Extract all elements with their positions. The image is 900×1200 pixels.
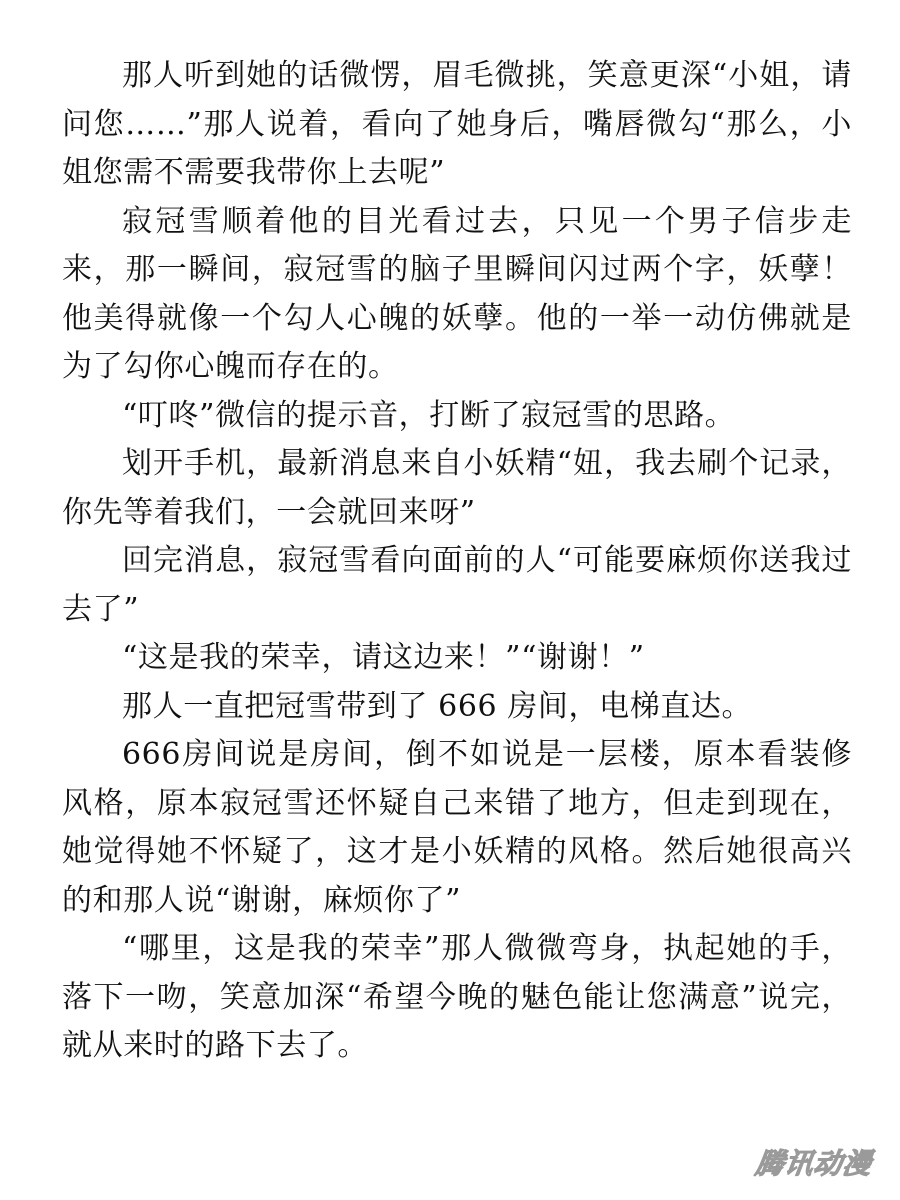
- story-text: [62, 52, 852, 1071]
- paragraph-2: 寂冠雪顺着他的目光看过去，只见一个男子信步走来，那一瞬间，寂冠雪的脑子里瞬间闪过两个字，妖孽！他美得就像一个勾人心魄的妖孽。他的一举一动仿佛就是为了勾你心魄而存在的。: [62, 203, 852, 384]
- paragraph-1: 那人听到她的话微愣，眉毛微挑，笑意更深“小姐，请问您……”那人说着，看向了她身后，嘴唇微勾“那么，小姐您需不需要我带你上去呢”: [62, 58, 852, 190]
- paragraph-6: “这是我的荣幸，请这边来！”“谢谢！”: [122, 640, 645, 675]
- paragraph-7: 那人一直把冠雪带到了 666 房间，电梯直达。: [122, 688, 753, 724]
- paragraph-9: “哪里，这是我的荣幸”那人微微弯身，执起她的手，落下一吻，笑意加深“希望今晚的魅色能让您满意”说完，就从来时的路下去了。: [62, 931, 852, 1063]
- paragraph-8: 666房间说是房间，倒不如说是一层楼，原本看装修风格，原本寂冠雪还怀疑自己来错了地方，但走到现在，她觉得她不怀疑了，这才是小妖精的风格。然后她很高兴的和那人说“谢谢，麻烦你了”: [62, 737, 852, 918]
- paragraph-5: 回完消息，寂冠雪看向面前的人“可能要麻烦你送我过去了”: [62, 543, 852, 627]
- paragraph-4: 划开手机，最新消息来自小妖精“妞，我去刷个记录，你先等着我们，一会就回来呀”: [62, 446, 852, 530]
- watermark-logo: 腾讯动漫: [753, 1147, 875, 1180]
- paragraph-3: “叮咚”微信的提示音，打断了寂冠雪的思路。: [122, 397, 736, 433]
